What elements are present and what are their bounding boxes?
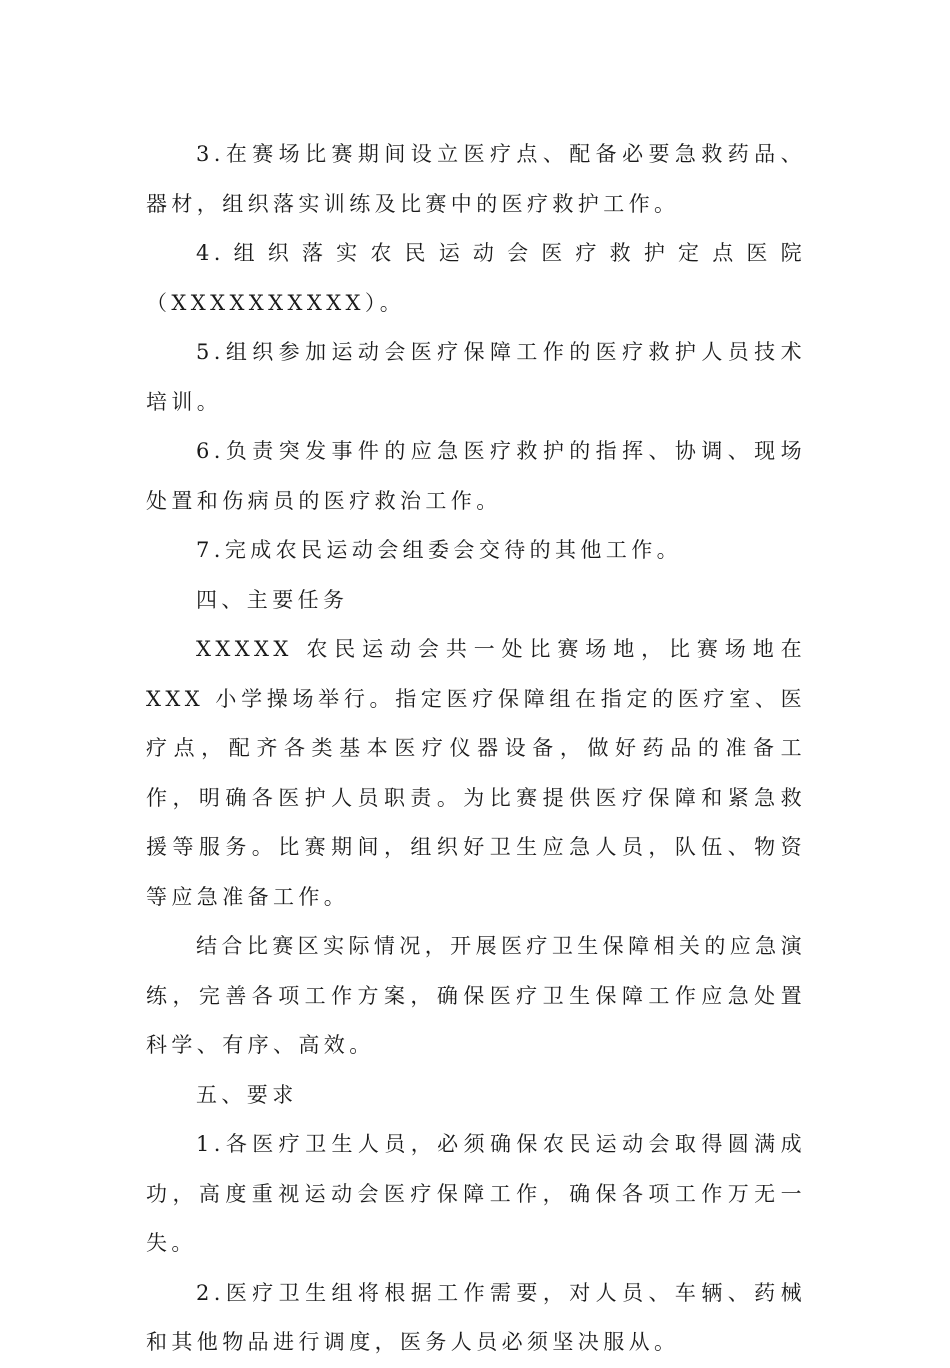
document-body xyxy=(146,130,806,1368)
paragraph-task-3: 3.在赛场比赛期间设立医疗点、配备必要急救药品、器材，组织落实训练及比赛中的医疗救护工作。 xyxy=(146,142,806,216)
paragraph-task-5: 5.组织参加运动会医疗保障工作的医疗救护人员技术培训。 xyxy=(146,340,806,414)
paragraph-main-tasks-venue: XXXXX 农民运动会共一处比赛场地，比赛场地在 XXX 小学操场举行。指定医疗保障组在指定的医疗室、医疗点，配齐各类基本医疗仪器设备，做好药品的准备工作，明确各医护人员职责。为比赛提供医疗保障和紧急救援等服务。比赛期间，组织好卫生应急人员，队伍、物资等应急准备工作。 xyxy=(146,637,806,909)
paragraph-task-7: 7.完成农民运动会组委会交待的其他工作。 xyxy=(196,538,683,562)
section-heading-main-tasks: 四、主要任务 xyxy=(196,587,349,612)
paragraph-requirement-1: 1.各医疗卫生人员，必须确保农民运动会取得圆满成功，高度重视运动会医疗保障工作，确保各项工作万无一失。 xyxy=(146,1132,806,1255)
paragraph-task-4: 4.组织落实农民运动会医疗救护定点医院（XXXXXXXXXX）。 xyxy=(146,241,806,315)
paragraph-task-6: 6.负责突发事件的应急医疗救护的指挥、协调、现场处置和伤病员的医疗救治工作。 xyxy=(146,439,806,513)
paragraph-main-tasks-drill: 结合比赛区实际情况，开展医疗卫生保障相关的应急演练，完善各项工作方案，确保医疗卫生保障工作应急处置科学、有序、高效。 xyxy=(146,934,806,1057)
section-heading-requirements: 五、要求 xyxy=(196,1082,298,1107)
paragraph-requirement-2: 2.医疗卫生组将根据工作需要，对人员、车辆、药械和其他物品进行调度，医务人员必须坚决服从。 xyxy=(146,1280,806,1354)
